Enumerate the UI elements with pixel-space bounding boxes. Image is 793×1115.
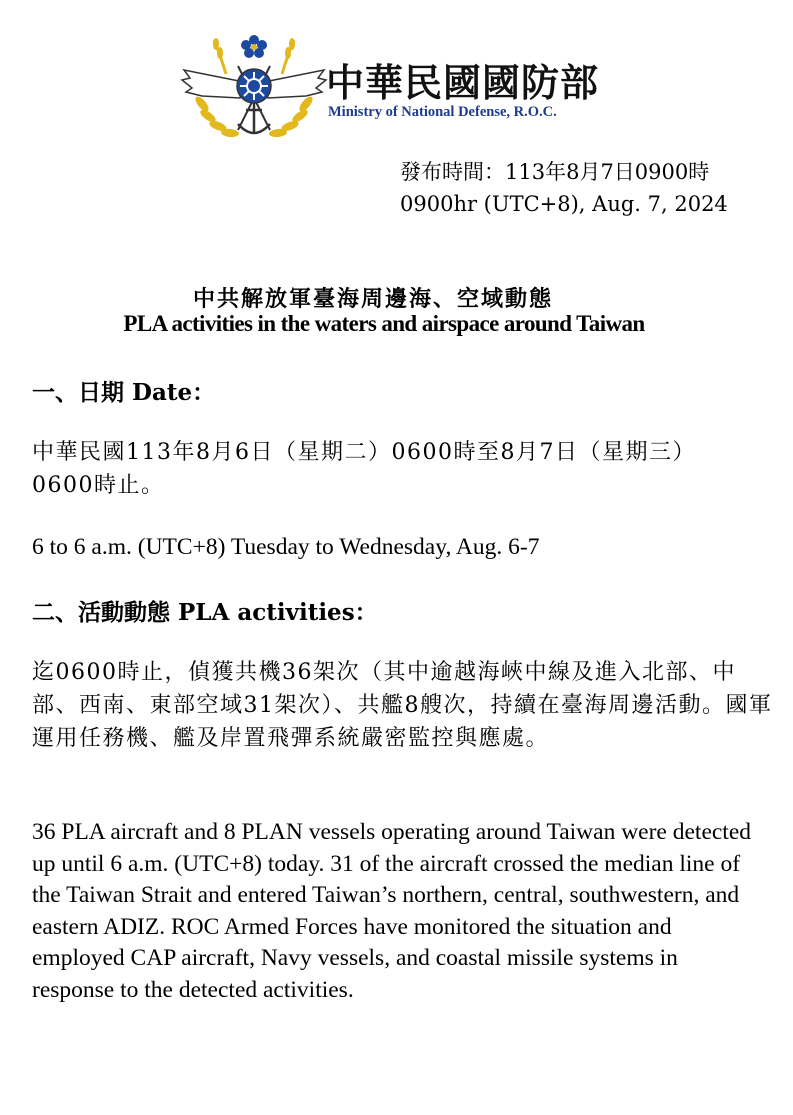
activities-text-en: 36 PLA aircraft and 8 PLAN vessels operating around Taiwan were detected up until 6 a.m. (UTC+8) today. 31 of the aircraft crossed the median line of the Taiwan Strait and entered Taiwan’s northern, central, southwestern, and eastern ADIZ. ROC Armed Forces have monitored the situation and employed CAP aircraft, Navy vessels, and coastal missile systems in response to the detected activities. <box>32 819 752 1003</box>
ministry-name-en: Ministry of National Defense, R.O.C. <box>328 104 557 120</box>
ministry-name-cn: 中華民國國防部 <box>326 61 600 105</box>
date-text-en: 6 to 6 a.m. (UTC+8) Tuesday to Wednesday, Aug. 6-7 <box>32 534 540 560</box>
release-time-en: 0900hr (UTC+8), Aug. 7, 2024 <box>400 192 728 216</box>
date-heading: 一、日期 Date： <box>32 379 216 406</box>
release-time-cn: 發布時間：113年8月7日0900時 <box>400 160 710 184</box>
activities-heading: 二、活動動態 PLA activities： <box>32 599 378 626</box>
document-title-cn: 中共解放軍臺海周邊海、空域動態 <box>192 286 553 312</box>
date-text-cn: 中華民國113年8月6日（星期二）0600時至8月7日（星期三）0600時止。 <box>32 440 696 498</box>
release-time <box>400 156 728 220</box>
ministry-emblem-icon <box>180 26 328 144</box>
document-title-en: PLA activities in the waters and airspace around Taiwan <box>123 311 645 336</box>
activities-text-cn: 迄0600時止，偵獲共機36架次（其中逾越海峽中線及進入北部、中部、西南、東部空域31架次）、共艦8艘次，持續在臺海周邊活動。國軍運用任務機、艦及岸置飛彈系統嚴密監控與應處。 <box>32 660 773 751</box>
